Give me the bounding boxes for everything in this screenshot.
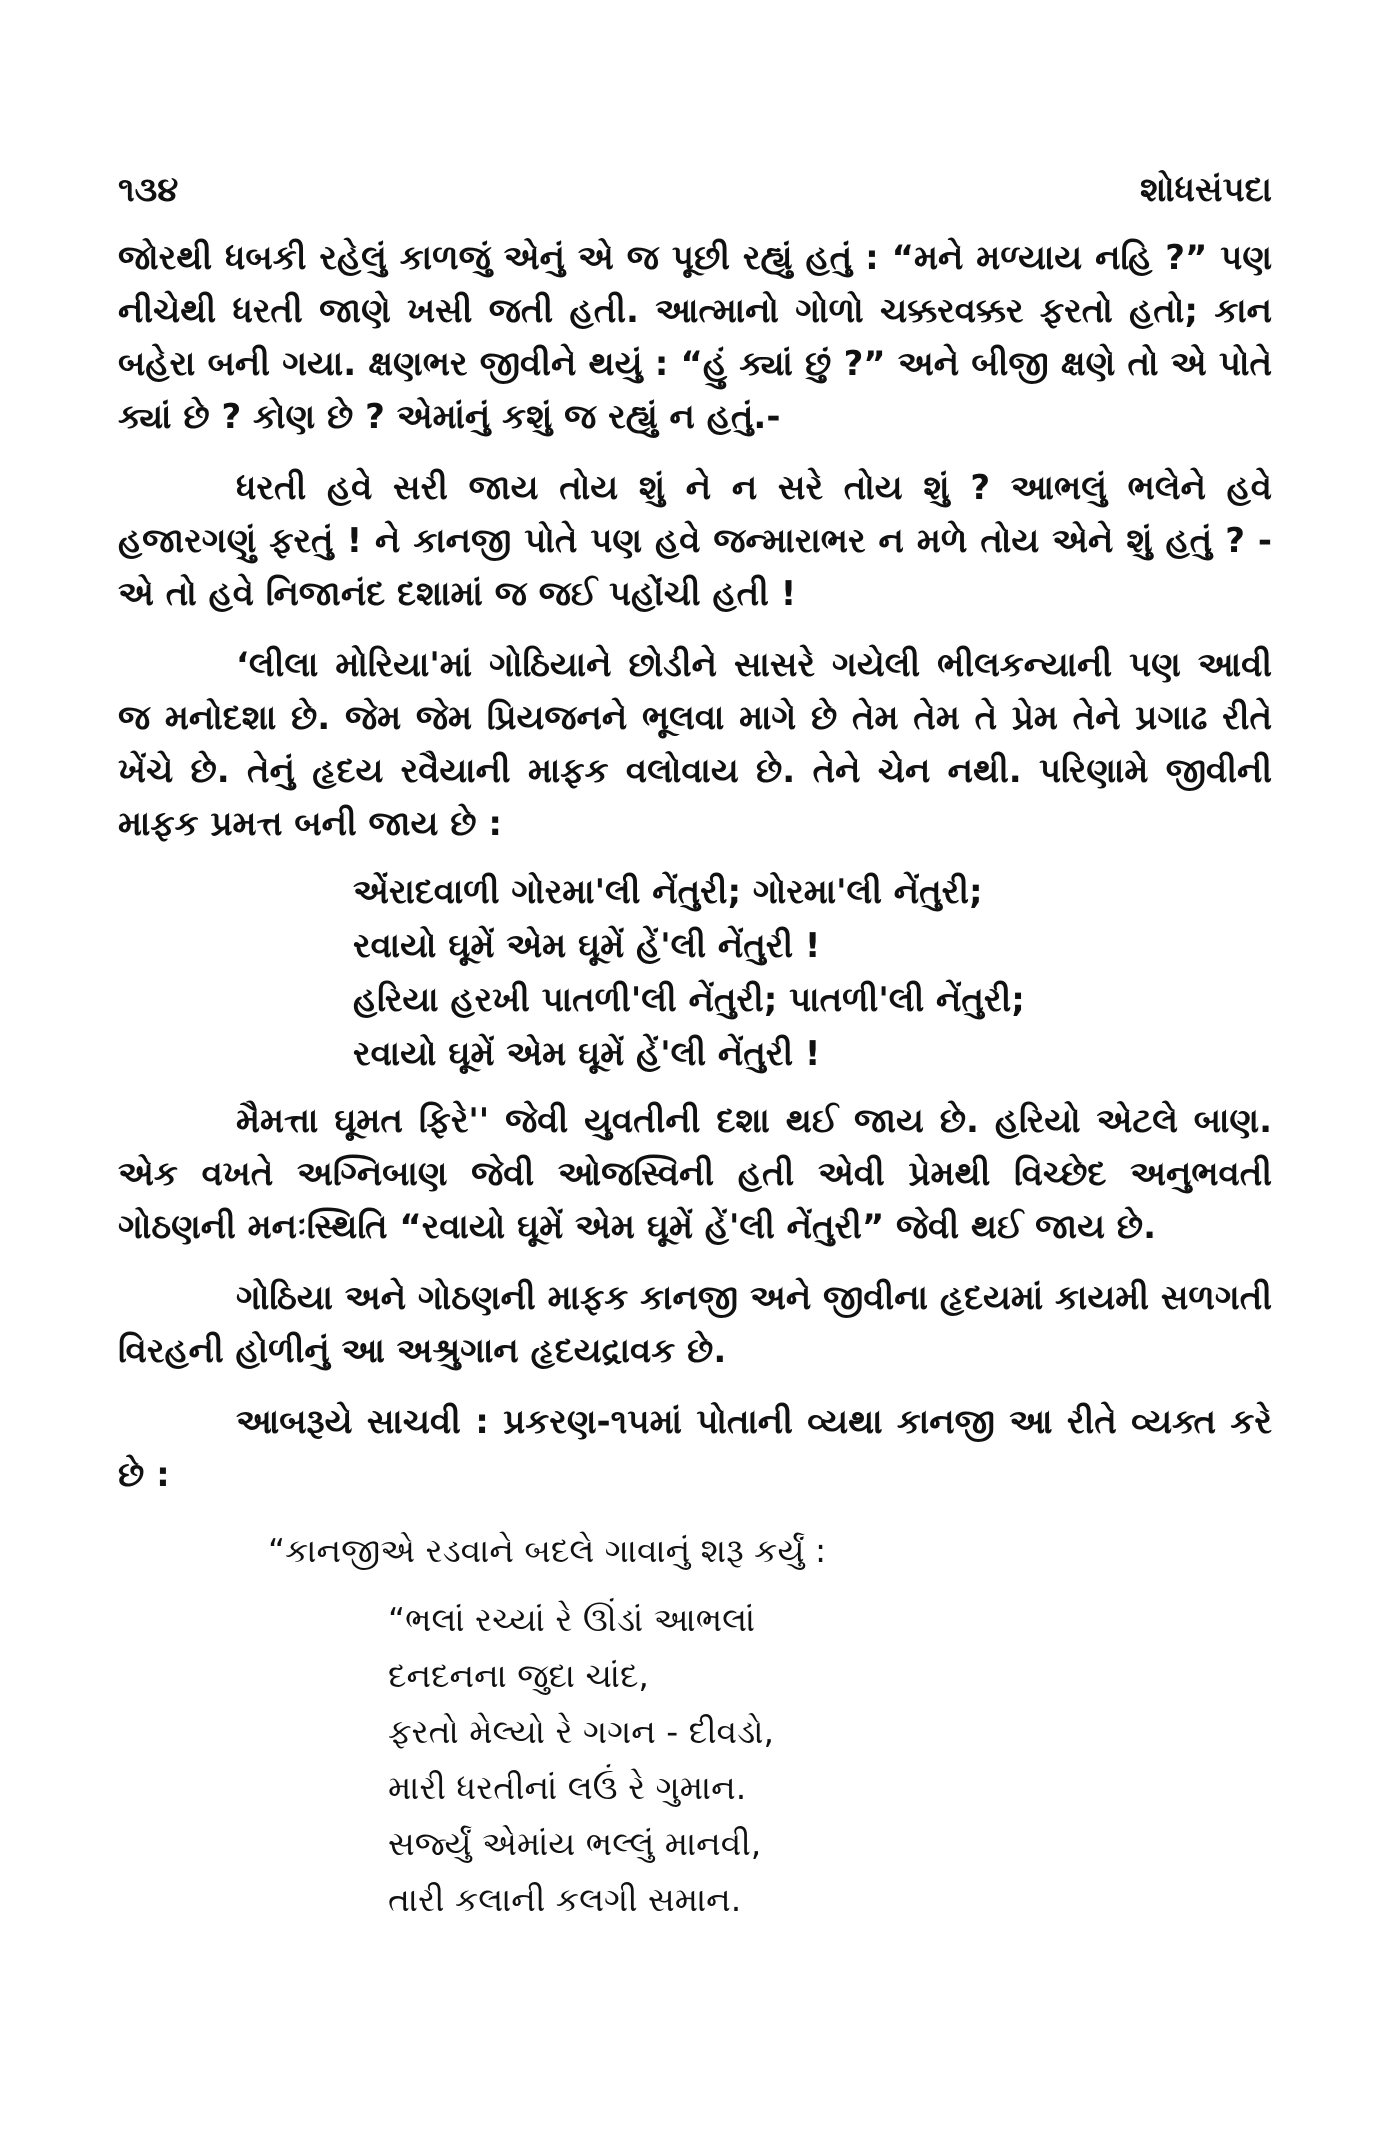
- paragraph: ‘લીલા મોરિયા'માં ગોઠિયાને છોડીને સાસરે ગયેલી ભીલકન્યાની પણ આવી જ મનોદશા છે. જેમ જેમ પ્રિયજનને ભૂલવા માગે છે તેમ તેમ તે પ્રેમ તેને પ્રગાઢ રીતે ખેંચે છે. તેનું હૃદય રવૈયાની માફક વલોવાય છે. તેને ચેન નથી. પરિણામે જીવીની માફક પ્રમત્ત બની જાય છે :: [118, 645, 1272, 844]
- paragraph: ધરતી હવે સરી જાય તોય શું ને ન સરે તોય શું ? આભલું ભલેને હવે હજારગણું ફરતું ! ને કાનજી પોતે પણ હવે જન્મારાભર ન મળે તોય એને શું હતું ? - એ તો હવે નિજાનંદ દશામાં જ જઈ પહોંચી હતી !: [118, 468, 1272, 614]
- song-verse: [388, 1592, 1272, 1928]
- verse-line: ફરતો મેલ્યો રે ગગન - દીવડો,: [388, 1712, 774, 1751]
- page-header: [118, 170, 1272, 220]
- verse-line: દનદનના જુદા ચાંદ,: [388, 1656, 649, 1695]
- verse-line: રવાયો ઘૂમેં એમ ઘૂમેં હેં'લી નેંતુરી !: [353, 1034, 821, 1074]
- paragraph: ગોઠિયા અને ગોઠણની માફક કાનજી અને જીવીના હૃદયમાં કાયમી સળગતી વિરહની હોળીનું આ અશ્રુગાન હૃદયદ્રાવક છે.: [118, 1278, 1272, 1371]
- folk-song-verse: [353, 865, 1272, 1081]
- page-number: ૧૩૪: [118, 170, 179, 210]
- verse-line: સર્જ્યું એમાંય ભલ્લું માનવી,: [388, 1824, 762, 1863]
- verse-line: તારી કલાની કલગી સમાન.: [388, 1880, 742, 1919]
- paragraph: મૈમત્તા ઘૂમત ફિરે'' જેવી યુવતીની દશા થઈ જાય છે. હરિયો એટલે બાણ. એક વખતે અગ્નિબાણ જેવી ઓજસ્વિની હતી એવી પ્રેમથી વિચ્છેદ અનુભવતી ગોઠણની મનઃસ્થિતિ “રવાયો ઘૂમેં એમ ઘૂમેં હેં'લી નેંતુરી” જેવી થઈ જાય છે.: [118, 1101, 1272, 1247]
- quote-lead-line: “કાનજીએ રડવાને બદલે ગાવાનું શરૂ કર્યું :: [268, 1531, 827, 1570]
- verse-line: મારી ધરતીનાં લઉં રે ગુમાન.: [388, 1768, 747, 1807]
- running-title: શોધસંપદા: [1139, 170, 1272, 210]
- verse-line: “ભલાં રચ્યાં રે ઊંડાં આભલાં: [388, 1600, 756, 1639]
- verse-line: એંરાદવાળી ગોરમા'લી નેંતુરી; ગોરમા'લી નેંતુરી;: [353, 872, 983, 912]
- page-body: [118, 232, 1272, 1928]
- paragraph: આબરૂયે સાચવી : પ્રકરણ-૧૫માં પોતાની વ્યથા કાનજી આ રીતે વ્યક્ત કરે છે :: [118, 1402, 1272, 1495]
- verse-line: હરિયા હરખી પાતળી'લી નેંતુરી; પાતળી'લી નેંતુરી;: [353, 980, 1025, 1020]
- paragraph: જોરથી ધબકી રહેલું કાળજું એનું એ જ પૂછી રહ્યું હતું : “મને મળ્યાય નહિ ?” પણ નીચેથી ધરતી જાણે ખસી જતી હતી. આત્માનો ગોળો ચક્કરવક્કર ફરતો હતો; કાન બહેરા બની ગયા. ક્ષણભર જીવીને થયું : “હું ક્યાં છું ?” અને બીજી ક્ષણે તો એ પોતે ક્યાં છે ? કોણ છે ? એમાંનું કશું જ રહ્યું ન હતું.-: [118, 238, 1272, 437]
- verse-line: રવાયો ઘૂમેં એમ ઘૂમેં હેં'લી નેંતુરી !: [353, 926, 821, 966]
